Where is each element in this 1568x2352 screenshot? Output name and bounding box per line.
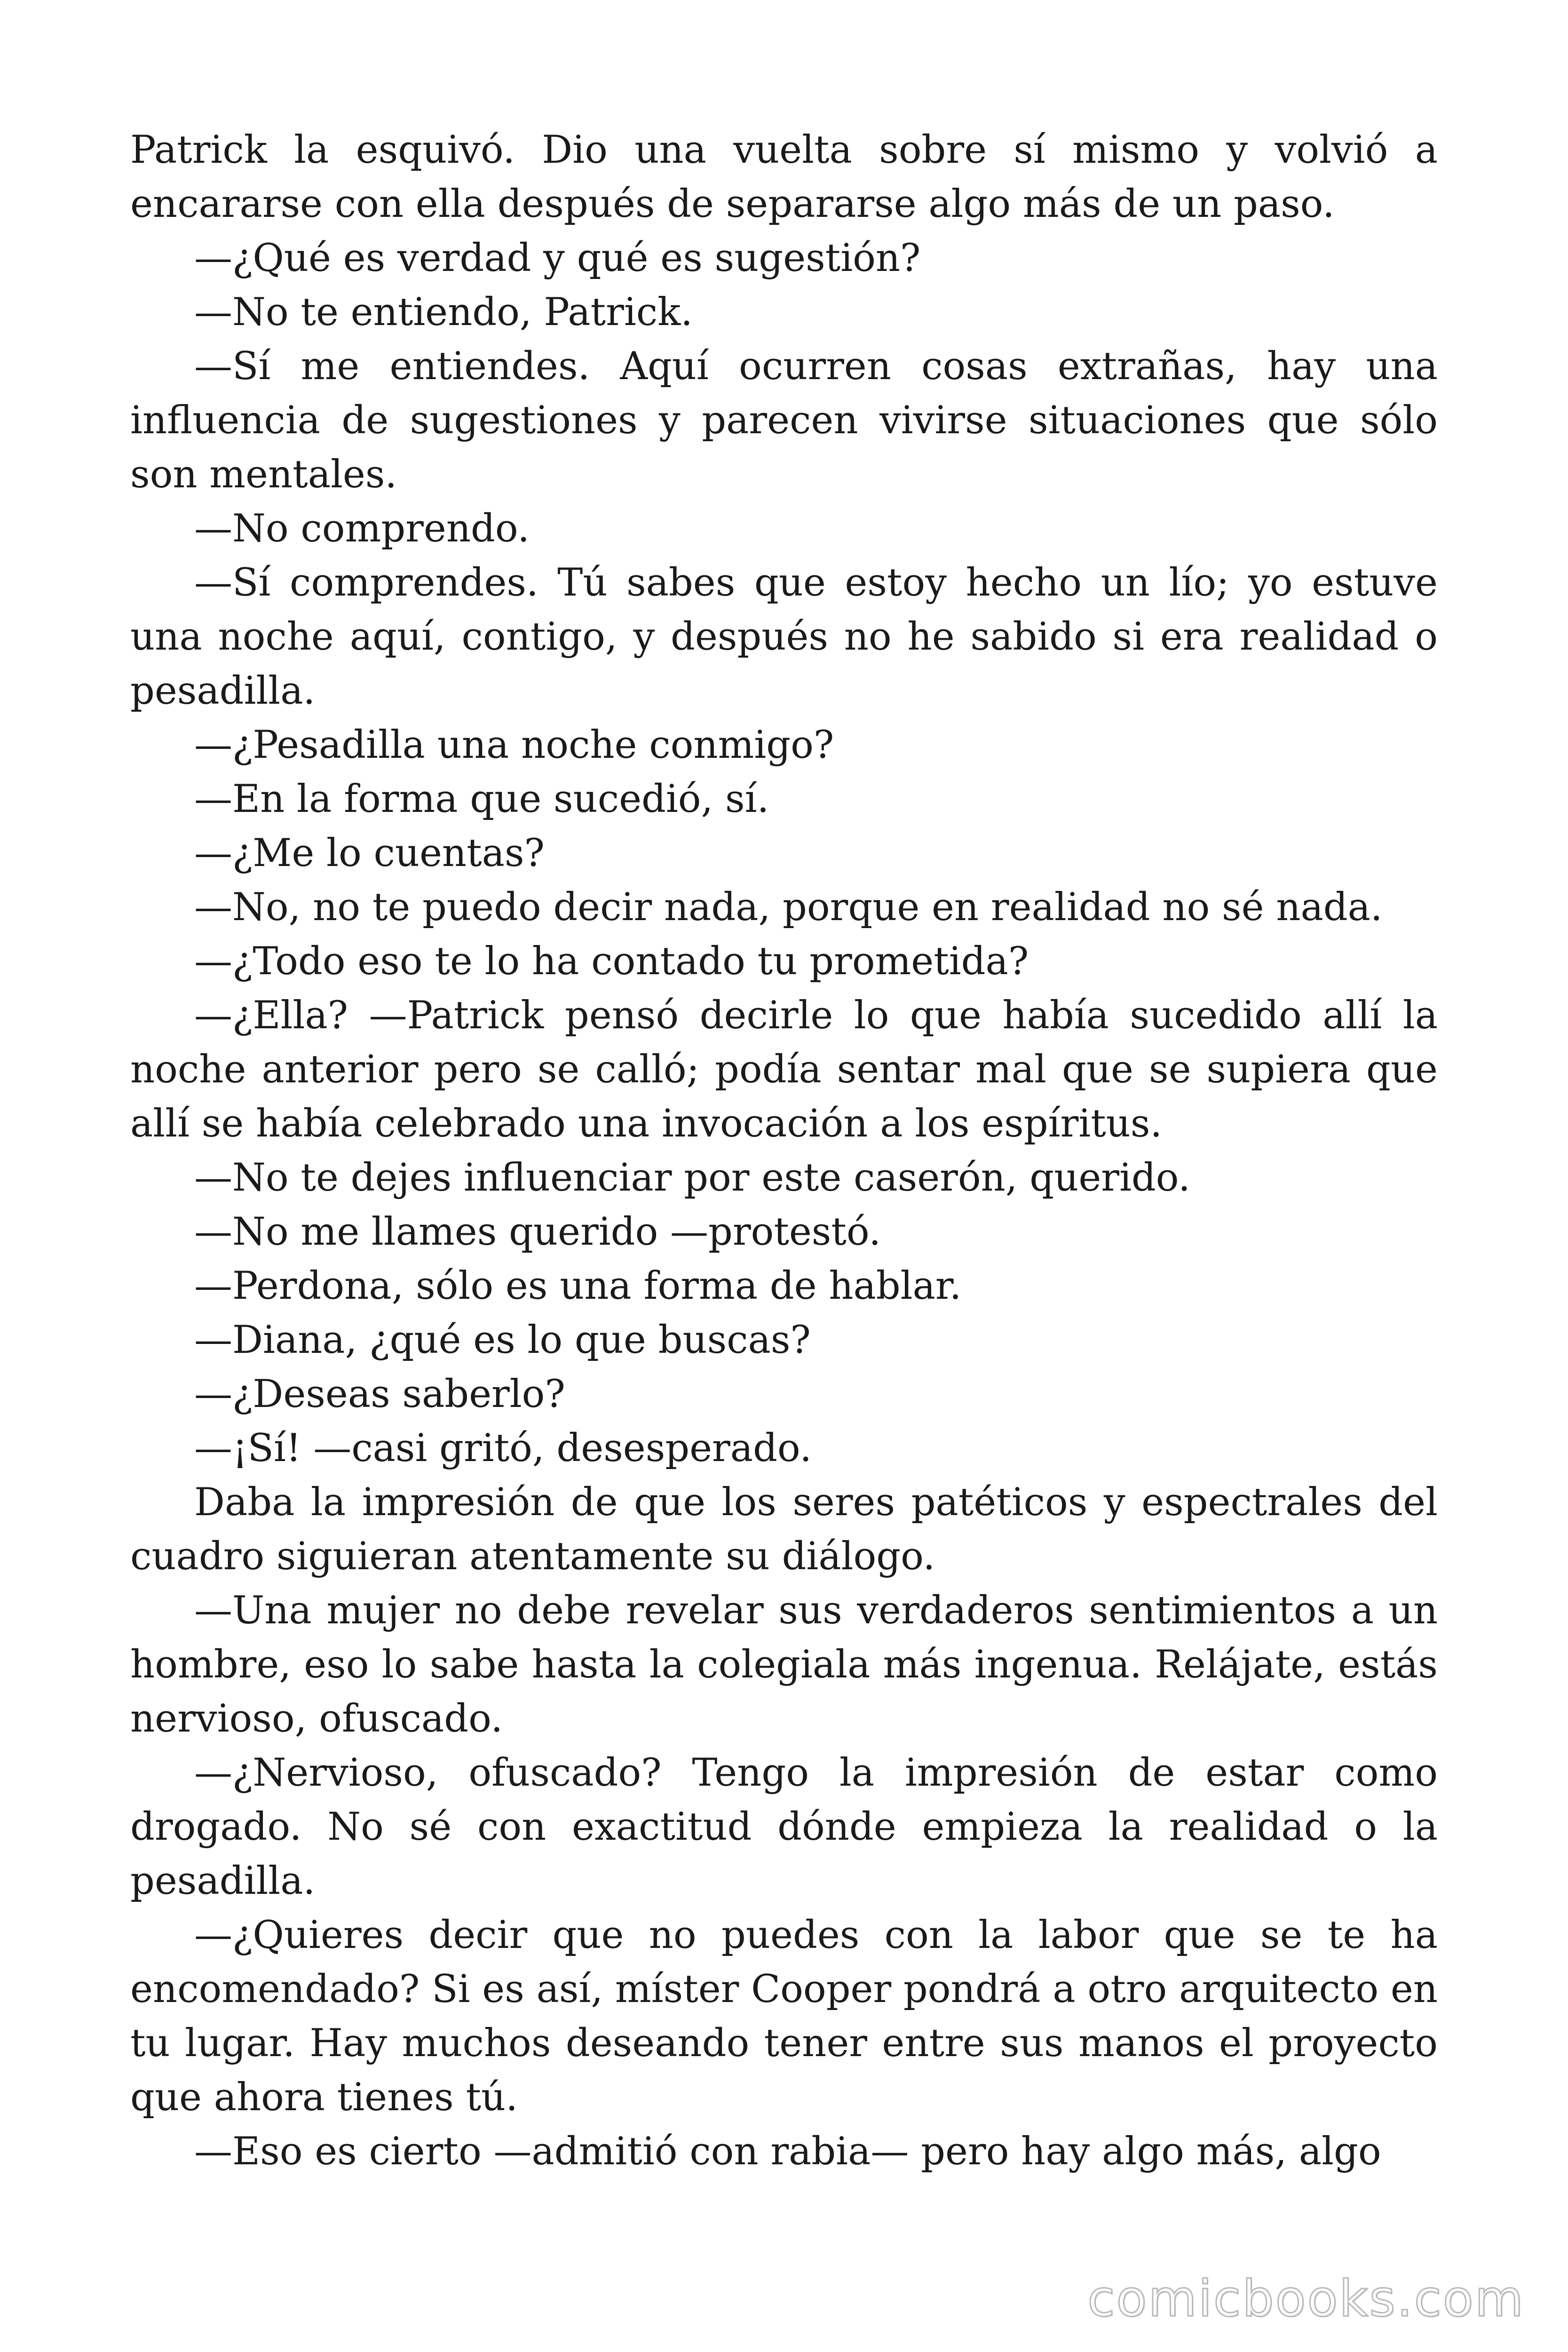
paragraph-16: —Diana, ¿qué es lo que buscas? (194, 1318, 811, 1362)
paragraph-13: —No te dejes influenciar por este caserón, querido. (194, 1156, 1190, 1200)
paragraph-18: —¡Sí! —casi gritó, desesperado. (194, 1426, 812, 1470)
paragraph-2: —¿Qué es verdad y qué es sugestión? (194, 236, 921, 280)
paragraph-15: —Perdona, sólo es una forma de hablar. (194, 1264, 962, 1308)
paragraph-14: —No me llames querido —protestó. (194, 1210, 881, 1254)
paragraph-10: —No, no te puedo decir nada, porque en realidad no sé nada. (194, 885, 1383, 930)
paragraph-4: —Sí me entiendes. Aquí ocurren cosas extrañas, hay una influencia de sugestiones y parecen vivirse situaciones que sólo son mentales. (130, 344, 1438, 497)
book-page-text (130, 123, 1438, 2179)
paragraph-5: —No comprendo. (194, 507, 530, 551)
paragraph-22: —¿Quieres decir que no puedes con la labor que se te ha encomendado? Si es así, míster Cooper pondrá a otro arquitecto en tu lugar. Hay muchos deseando tener entre sus manos el proyecto que ahora tienes tú. (130, 1913, 1438, 2120)
paragraph-6: —Sí comprendes. Tú sabes que estoy hecho un lío; yo estuve una noche aquí, contigo, y después no he sabido si era realidad o pesadilla. (130, 561, 1438, 713)
paragraph-12: —¿Ella? —Patrick pensó decirle lo que había sucedido allí la noche anterior pero se calló; podía sentar mal que se supiera que allí se había celebrado una invocación a los espíritus. (130, 993, 1438, 1146)
paragraph-23: —Eso es cierto —admitió con rabia— pero hay algo más, algo (194, 2130, 1381, 2174)
paragraph-3: —No te entiendo, Patrick. (194, 290, 693, 334)
paragraph-1: Patrick la esquivó. Dio una vuelta sobre sí mismo y volvió a encararse con ella después de separarse algo más de un paso. (130, 128, 1438, 226)
paragraph-8: —En la forma que sucedió, sí. (194, 777, 769, 821)
paragraph-20: —Una mujer no debe revelar sus verdaderos sentimientos a un hombre, eso lo sabe hasta la colegiala más ingenua. Relájate, estás nervioso, ofuscado. (130, 1589, 1438, 1741)
paragraph-7: —¿Pesadilla una noche conmigo? (194, 723, 834, 767)
paragraph-21: —¿Nervioso, ofuscado? Tengo la impresión de estar como drogado. No sé con exactitud dónde empieza la realidad o la pesadilla. (130, 1751, 1438, 1903)
paragraph-19: Daba la impresión de que los seres patéticos y espectrales del cuadro siguieran atentamente su diálogo. (130, 1480, 1438, 1579)
site-watermark: comicbooks.com (1087, 2270, 1525, 2328)
paragraph-11: —¿Todo eso te lo ha contado tu prometida? (194, 939, 1029, 984)
paragraph-9: —¿Me lo cuentas? (194, 831, 545, 875)
paragraph-17: —¿Deseas saberlo? (194, 1372, 565, 1416)
